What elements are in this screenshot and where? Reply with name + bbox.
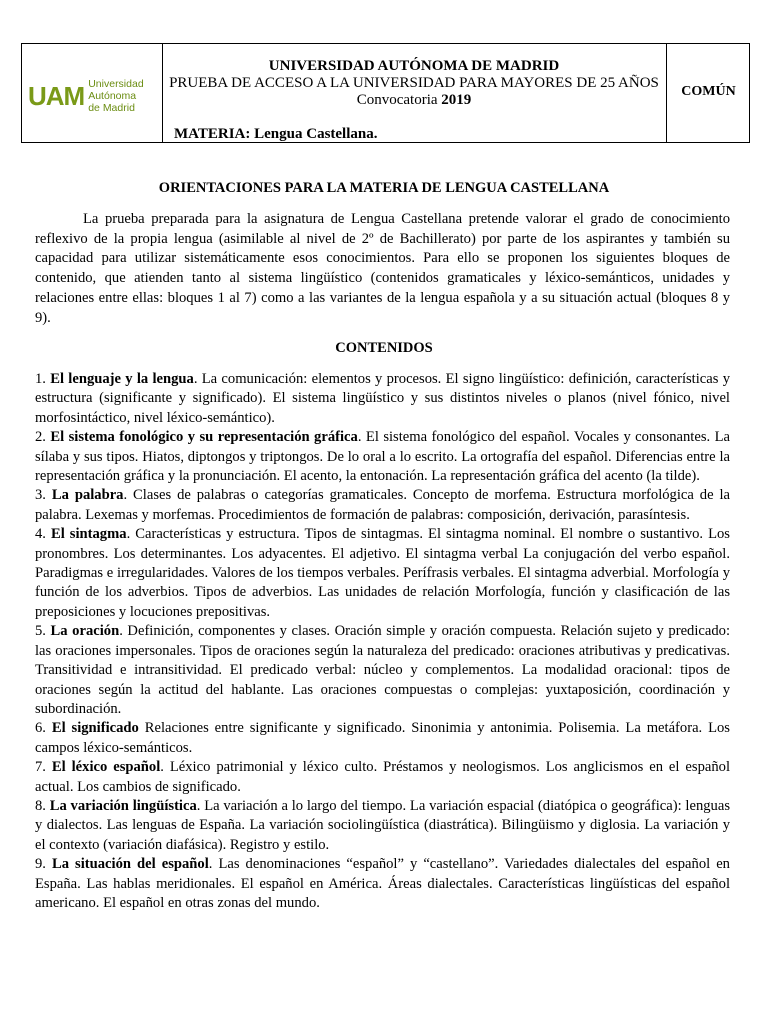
block-text: . Definición, componentes y clases. Oración simple y oración compuesta. Relación sujeto y predicado: las oraciones impersonales. Tipos de oraciones según la naturaleza del predicado: oraciones atributivas y predicativas. Transitividad e intransitividad. El predicado verbal: núcleo y complementos. La modalidad oracional: tipos de oraciones según la actitud del hablante. Las oraciones compuestas o complejas: yuxtaposición, coordinación y subordinación. xyxy=(35,623,731,717)
block-item xyxy=(35,370,730,428)
convocatoria-label: Convocatoria xyxy=(356,92,438,108)
block-item xyxy=(35,486,730,525)
block-item xyxy=(35,719,730,758)
block-text: Relaciones entre significante y significado. Sinonimia y antonimia. Polisemia. La metáfora. Los campos léxico-semánticos. xyxy=(35,720,730,756)
block-item xyxy=(35,855,730,913)
header-title-cell xyxy=(162,44,666,142)
block-text: . Léxico patrimonial y léxico culto. Préstamos y neologismos. Los anglicismos en el español actual. Los cambios de significado. xyxy=(35,759,730,795)
block-text: . Clases de palabras o categorías gramaticales. Concepto de morfema. Estructura morfológica de la palabra. Lexemas y morfemas. Procedimientos de formación de palabras: composición, derivación, parasíntesis. xyxy=(35,487,731,523)
block-number: 8. xyxy=(35,797,50,814)
block-heading: La oración xyxy=(50,623,120,640)
comun-cell xyxy=(666,44,750,142)
block-item xyxy=(35,622,730,719)
block-heading: El lenguaje y la lengua xyxy=(50,371,194,387)
logo-text xyxy=(88,78,162,114)
block-heading: El léxico español xyxy=(51,759,161,776)
contenidos-heading: CONTENIDOS xyxy=(335,340,433,356)
convocatoria-year: 2019 xyxy=(441,92,472,108)
block-heading: El sintagma xyxy=(50,526,127,543)
block-text: . El sistema fonológico del español. Vocales y consonantes. La sílaba y sus tipos. Hiatos, diptongos y triptongos. De lo oral a lo escrito. La ortografía del español. Diferencias entre la representación gráfica y la pronunciación. El acento, la entonación. La representación gráfica del acento (la tilde). xyxy=(35,429,730,485)
block-text: . La variación a lo largo del tiempo. La variación espacial (diatópica o geográfica): lenguas y dialectos. Las lenguas de España. La variación sociolingüística (diastrática). Bilingüismo y diglosia. La variación y el contexto (variación diafásica). Registro y estilo. xyxy=(35,797,730,853)
block-text: . Las denominaciones “español” y “castellano”. Variedades dialectales del español en España. Las hablas meridionales. El español en América. Áreas dialectales. Características lingüísticas del español americano. El español en otras zonas del mundo. xyxy=(35,856,730,911)
header-table xyxy=(21,43,750,143)
logo-text-line1: Universidad Autónoma xyxy=(88,78,144,102)
block-number: 5. xyxy=(35,623,51,640)
logo-mark: UAM xyxy=(28,80,85,111)
block-number: 1. xyxy=(35,371,51,387)
block-item xyxy=(35,525,730,622)
uam-logo xyxy=(28,78,162,114)
materia-label: MATERIA: Lengua Castellana. xyxy=(174,126,378,142)
logo-cell xyxy=(22,44,163,142)
block-number: 4. xyxy=(35,526,51,543)
block-heading: La palabra xyxy=(51,487,124,504)
document-title: ORIENTACIONES PARA LA MATERIA DE LENGUA CASTELLANA xyxy=(158,180,610,196)
comun-label: COMÚN xyxy=(681,84,736,99)
block-heading: La situación del español xyxy=(51,856,209,873)
block-number: 6. xyxy=(35,720,52,737)
university-name: UNIVERSIDAD AUTÓNOMA DE MADRID xyxy=(268,58,560,74)
block-number: 7. xyxy=(35,759,52,776)
block-item xyxy=(35,797,730,855)
exam-name: PRUEBA DE ACCESO A LA UNIVERSIDAD PARA MAYORES DE 25 AÑOS xyxy=(169,75,659,91)
block-item xyxy=(35,758,730,797)
block-number: 9. xyxy=(35,856,52,873)
block-text: . La comunicación: elementos y procesos. El signo lingüístico: definición, características y estructura (significante y significado). El sistema lingüístico y sus distintos niveles o planos (nivel fónico, nivel morfosintáctico, nivel léxico-semántico). xyxy=(35,371,730,426)
block-heading: La variación lingüística xyxy=(49,797,197,814)
block-text: . Características y estructura. Tipos de sintagmas. El sintagma nominal. El nombre o sustantivo. Los pronombres. Los determinantes. Los adyacentes. El adjetivo. El sintagma verbal La conjugación del verbo español. Paradigmas e irregularidades. Valores de los tiempos verbales. Perífrasis verbales. El sintagma adverbial. Morfología y función de los adverbios. Tipos de adverbios. Las unidades de relación Morfología, función y clasificación de las preposiciones y locuciones prepositivas. xyxy=(35,526,730,620)
convocatoria xyxy=(162,92,666,109)
logo-text-line2: de Madrid xyxy=(88,102,135,114)
content-blocks xyxy=(35,370,730,913)
block-heading: El significado xyxy=(51,720,139,737)
block-item xyxy=(35,428,730,486)
block-heading: El sistema fonológico y su representación gráfica xyxy=(50,429,358,446)
intro-paragraph: La prueba preparada para la asignatura de Lengua Castellana pretende valorar el grado de conocimiento reflexivo de la propia lengua (asimilable al nivel de 2º de Bachillerato) por parte de los aspirantes y también su capacidad para utilizar sistemáticamente esos conocimientos. Para ello se proponen los siguientes bloques de contenido, que atienden tanto al sistema lingüístico (contenidos gramaticales y léxico-semánticos, unidades y relaciones entre ellas: bloques 1 al 7) como a las variantes de la lengua española y a su situación actual (bloques 8 y 9). xyxy=(35,211,730,326)
block-number: 2. xyxy=(35,429,51,446)
block-number: 3. xyxy=(35,487,52,504)
